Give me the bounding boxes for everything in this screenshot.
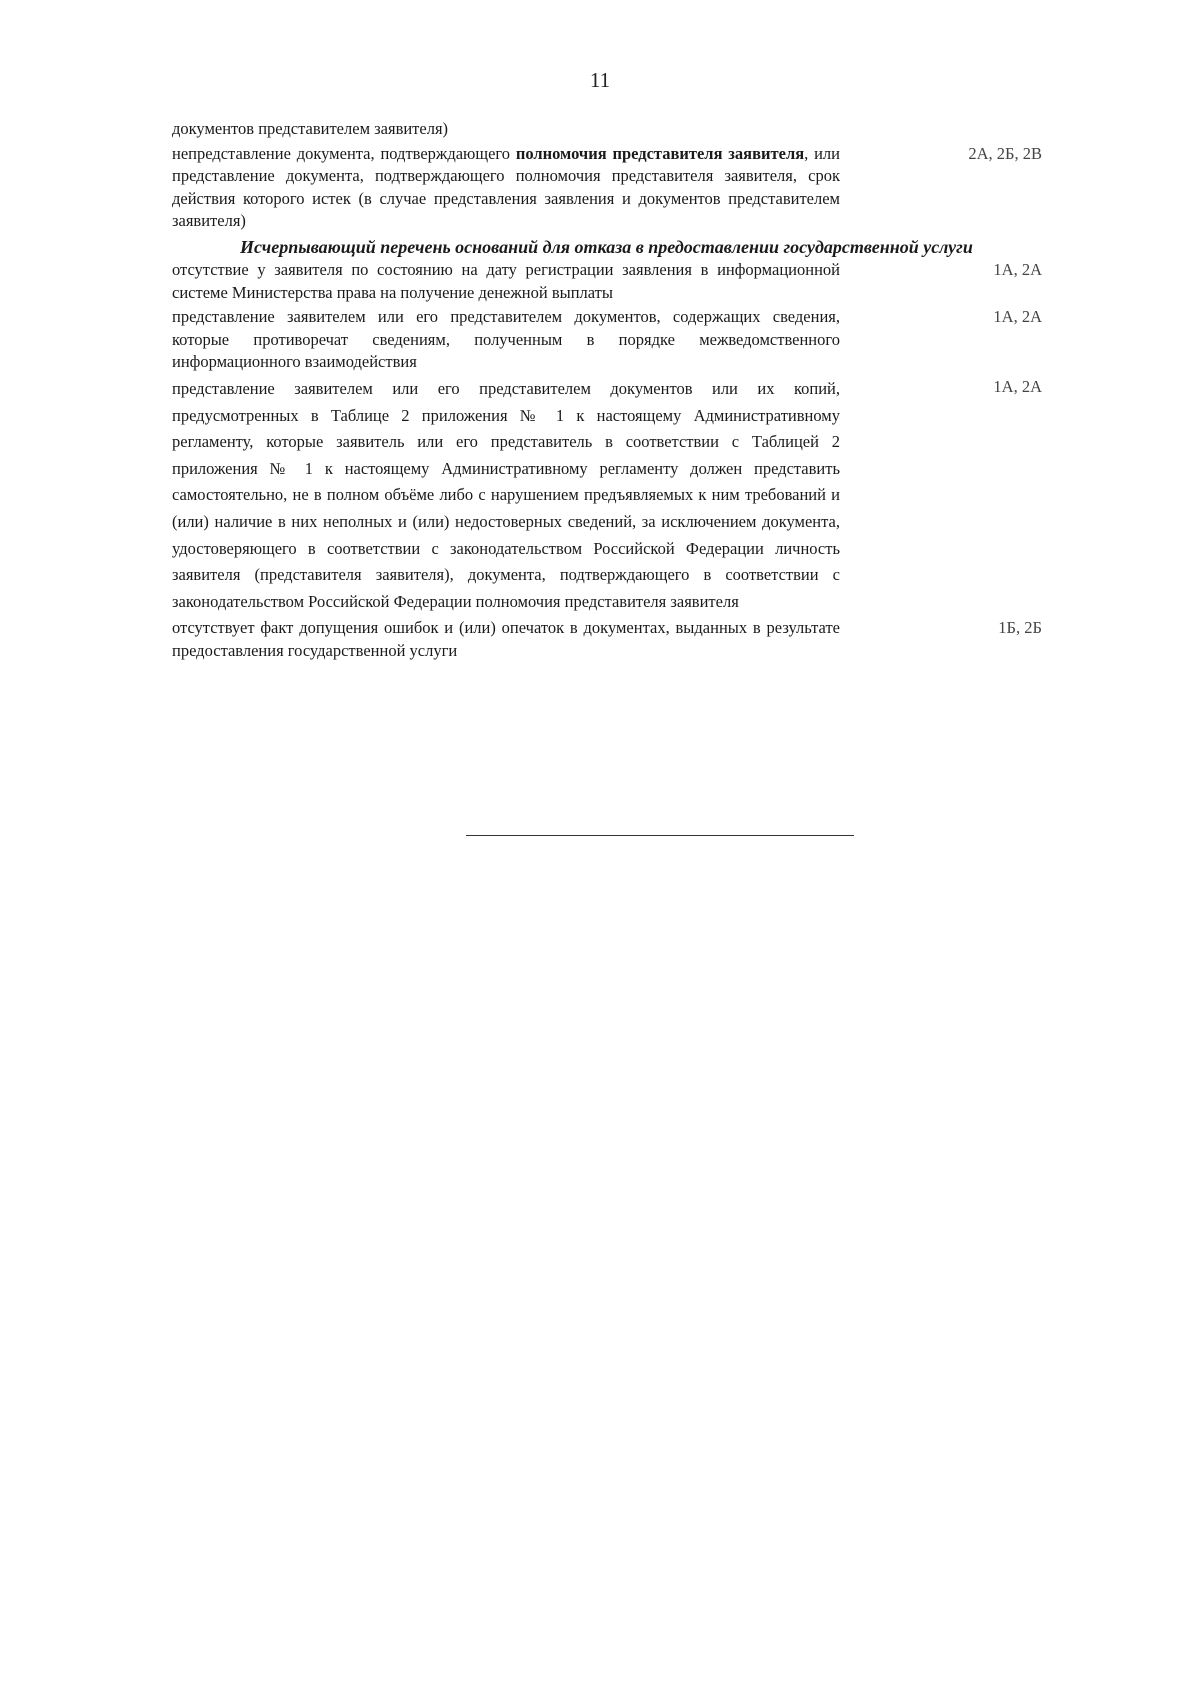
row-text-bold: полномочия представителя заявителя: [515, 143, 805, 163]
row-codes: 2А, 2Б, 2В: [968, 143, 1042, 163]
row-codes: 1Б, 2Б: [998, 618, 1042, 638]
section-heading: Исчерпывающий перечень оснований для отказа в предоставлении государственной услуги: [240, 236, 973, 257]
table-row: [172, 259, 1082, 304]
table-row: [172, 143, 1082, 233]
row-text: представление заявителем или его представителем документов, содержащих сведения, которые противоречат сведениям, полученным в порядке межведомственного информационного взаимодействия: [172, 307, 840, 372]
page-number: 11: [589, 68, 611, 92]
closing-rule: [466, 835, 854, 836]
row-codes: 1А, 2А: [993, 376, 1042, 396]
continuation-fragment: [172, 118, 1082, 141]
continuation-text: документов представителем заявителя): [172, 119, 449, 138]
table-row: [172, 306, 1082, 374]
row-text: [172, 143, 840, 233]
row-text: отсутствует факт допущения ошибок и (или) опечаток в документах, выданных в результате предоставления государственной услуги: [172, 618, 840, 660]
table-row: [172, 376, 1082, 615]
row-text: отсутствие у заявителя по состоянию на дату регистрации заявления в информационной системе Министерства права на получение денежной выплаты: [172, 259, 840, 302]
table-row: [172, 617, 1082, 662]
row-codes: 1А, 2А: [993, 307, 1042, 327]
document-body: [172, 118, 1082, 662]
row-text-start: непредставление документа, подтверждающего: [172, 143, 516, 163]
row-text-end: , или представление документа, подтверждающего полномочия представителя заявителя, срок действия которого истек (в случае представления заявления и документов представителем заявителя): [172, 143, 840, 231]
row-codes: 1А, 2А: [993, 259, 1042, 279]
row-text: представление заявителем или его представителем документов или их копий, предусмотренных в Таблице 2 приложения № 1 к настоящему Административному регламенту, которые заявитель или его представитель в соответствии с Таблицей 2 приложения № 1 к настоящему Административному регламенту должен представить самостоятельно, не в полном объёме либо с нарушением предъявляемых к ним требований и (или) наличие в них неполных и (или) недостоверных сведений, за исключением документа, удостоверяющего в соответствии с законодательством Российской Федерации личность заявителя (представителя заявителя), документа, подтверждающего в соответствии с законодательством Российской Федерации полномочия представителя заявителя: [172, 378, 840, 611]
